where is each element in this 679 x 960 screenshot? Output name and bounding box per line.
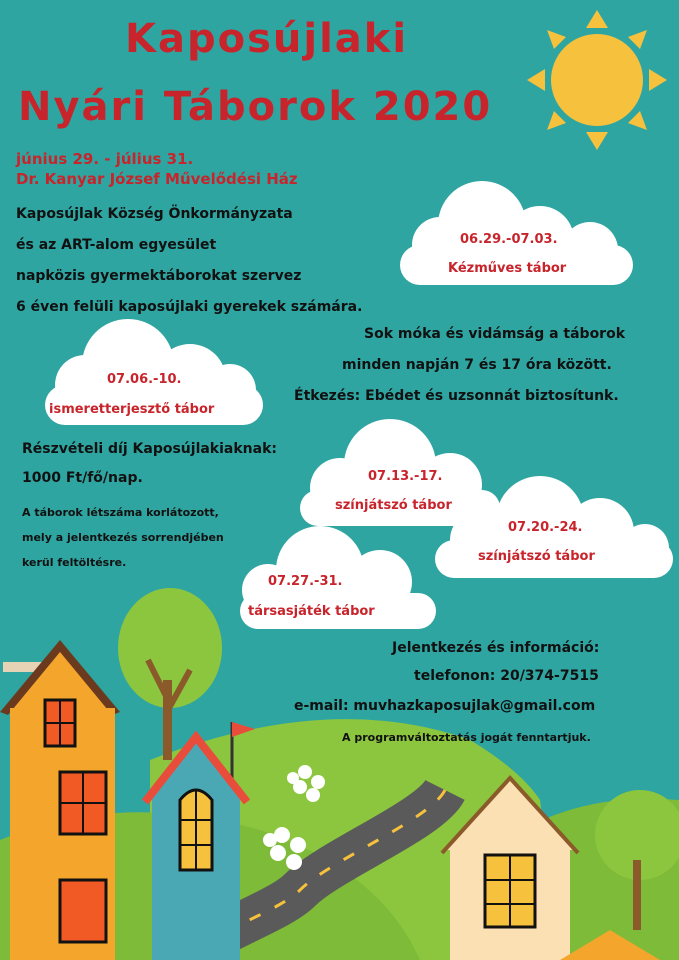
camp-5-dates: 07.27.-31. (268, 574, 343, 589)
intro-line: 6 éven felüli kaposújlaki gyerekek számára. (16, 299, 363, 315)
house-left (0, 640, 120, 960)
title-line2: Nyári Táborok 2020 (18, 84, 493, 130)
contact-note: A programváltoztatás jogát fenntartjuk. (342, 731, 591, 744)
camp-1-name: Kézműves tábor (448, 261, 567, 276)
camp-4-dates: 07.20.-24. (508, 520, 583, 535)
dates: június 29. - július 31. (16, 150, 194, 168)
contact-phone[interactable]: telefonon: 20/374-7515 (414, 668, 599, 684)
limit-line: mely a jelentkezés sorrendjében (22, 531, 224, 544)
camp-3-dates: 07.13.-17. (368, 469, 443, 484)
intro-line: napközis gyermektáborokat szervez (16, 268, 302, 284)
contact-email[interactable]: e-mail: muvhazkaposujlak@gmail.com (294, 698, 596, 714)
fee-line: Részvételi díj Kaposújlakiaknak: (22, 441, 278, 457)
sun-icon (527, 10, 667, 150)
intro-line: és az ART-alom egyesület (16, 237, 217, 253)
info-line: Étkezés: Ebédet és uzsonnát biztosítunk. (294, 388, 619, 404)
info-line: Sok móka és vidámság a táborok (364, 326, 626, 342)
camp-2-name: ismeretterjesztő tábor (49, 402, 215, 417)
fee-line: 1000 Ft/fő/nap. (22, 470, 143, 486)
camp-4-name: színjátszó tábor (478, 549, 595, 564)
info-line: minden napján 7 és 17 óra között. (342, 357, 612, 373)
venue: Dr. Kanyar József Művelődési Ház (16, 170, 298, 188)
limit-line: kerül feltöltésre. (22, 556, 127, 569)
camp-1-dates: 06.29.-07.03. (460, 232, 558, 247)
title-line1: Kaposújlaki (125, 16, 409, 62)
camp-2-dates: 07.06.-10. (107, 372, 182, 387)
limit-line: A táborok létszáma korlátozott, (22, 506, 219, 519)
intro-line: Kaposújlak Község Önkormányzata (16, 206, 293, 222)
camp-3-name: színjátszó tábor (335, 498, 452, 513)
camp-5-name: társasjáték tábor (248, 604, 375, 619)
contact-heading: Jelentkezés és információ: (392, 640, 600, 656)
tree-center (118, 588, 222, 760)
